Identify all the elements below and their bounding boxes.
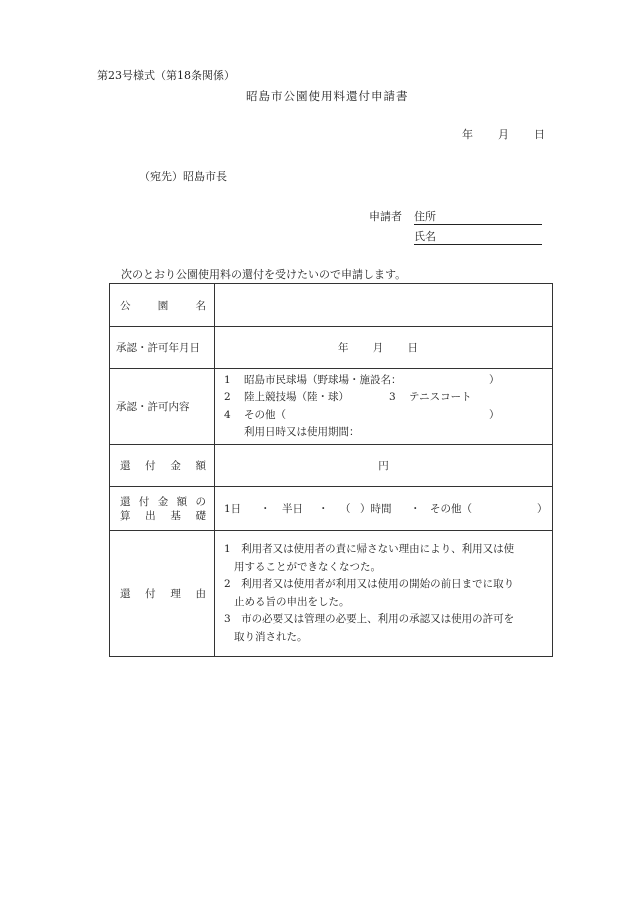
reason-item-2-cont: 止める旨の申出をした。 <box>234 595 350 608</box>
approval-date-label <box>110 327 215 369</box>
label-char: 還 <box>120 495 131 508</box>
address-field[interactable] <box>414 208 542 225</box>
reason-item-3: 3 市の必要又は管理の必要上、利用の承認又は使用の許可を <box>224 613 515 625</box>
label-char: 理 <box>170 588 181 600</box>
item-text: 陸上競技場（陸・球） <box>244 391 350 403</box>
row-calc-basis <box>110 487 553 531</box>
form-number: 第23号様式（第18条関係） <box>97 69 235 82</box>
label-char: 付 <box>138 495 150 508</box>
label-char: 園 <box>157 299 169 312</box>
label-char: 金 <box>170 460 181 472</box>
approval-content-input[interactable] <box>215 369 553 445</box>
option-1day: 1日 <box>224 502 242 515</box>
reason-item-2: 2 利用者又は使用者が利用又は使用の開始の前日までに取り <box>224 578 515 590</box>
item-number: 2 <box>224 391 231 403</box>
row-approval-content <box>110 369 553 445</box>
park-name-label <box>110 284 215 327</box>
name-label: 氏名 <box>414 230 436 243</box>
name-field[interactable] <box>414 228 542 245</box>
approval-content-label <box>110 369 215 445</box>
option-hours-open: （ <box>340 502 351 515</box>
item-number: 3 <box>389 391 396 403</box>
label-char: 名 <box>195 299 206 312</box>
document-title: 昭島市公園使用料還付申請書 <box>246 89 409 103</box>
approval-month: 月 <box>372 342 384 354</box>
label-char: 算 <box>120 509 131 522</box>
label-char: 金 <box>157 495 169 508</box>
intro-text: 次のとおり公園使用料の還付を受けたいので申請します。 <box>121 268 407 281</box>
approval-date-label-text: 承認・許可年月日 <box>116 342 200 354</box>
applicant-label: 申請者 <box>369 210 402 223</box>
label-char: 還 <box>120 460 131 472</box>
separator: ・ <box>318 502 329 515</box>
yen-unit: 円 <box>378 460 389 472</box>
label-char: 額 <box>176 495 188 508</box>
application-table <box>109 283 553 657</box>
approval-content-label-text: 承認・許可内容 <box>116 401 190 413</box>
row-refund-amount <box>110 445 553 487</box>
item-number: 4 <box>224 408 231 421</box>
row-park-name <box>110 284 553 327</box>
reason-item-3-cont: 取り消された。 <box>234 630 308 643</box>
row-reason <box>110 531 553 657</box>
content-line-4 <box>224 424 552 442</box>
label-char: 由 <box>195 588 206 600</box>
reason-item-1-cont: 用することができなくなつた。 <box>234 560 381 573</box>
item-text: 利用日時又は使用期間： <box>244 426 360 438</box>
option-halfday: 半日 <box>282 502 303 515</box>
reason-options[interactable] <box>215 531 553 657</box>
label-char: 基 <box>170 509 181 522</box>
approval-year: 年 <box>338 342 349 354</box>
item-text: 昭島市民球場（野球場・施設名： <box>244 373 402 386</box>
approval-day: 日 <box>407 342 418 354</box>
label-char: 公 <box>120 299 131 312</box>
content-line-3 <box>224 407 552 425</box>
separator: ・ <box>260 502 271 515</box>
reason-label <box>110 531 215 657</box>
item-text: その他（ <box>244 408 287 421</box>
option-hours: ）時間 <box>360 502 392 515</box>
label-char: 還 <box>120 588 131 600</box>
calc-basis-input[interactable] <box>215 487 553 531</box>
content-line-2 <box>224 389 552 407</box>
label-char: 額 <box>195 460 206 472</box>
calc-basis-label <box>110 487 215 531</box>
park-name-input[interactable] <box>215 284 553 327</box>
label-char: 付 <box>145 588 156 600</box>
date-day: 日 <box>534 128 545 141</box>
label-char: 礎 <box>195 509 206 522</box>
row-approval-date <box>110 327 553 369</box>
address-label: 住所 <box>414 210 436 223</box>
date-year: 年 <box>462 128 473 141</box>
option-other: その他（ <box>430 502 472 515</box>
item-close: ） <box>489 373 500 386</box>
approval-date-input[interactable] <box>215 327 553 369</box>
date-month: 月 <box>498 128 509 141</box>
label-char: の <box>195 495 206 508</box>
content-line-1 <box>224 372 552 390</box>
separator: ・ <box>410 502 421 515</box>
refund-amount-label <box>110 445 215 487</box>
item-close: ） <box>489 408 500 421</box>
option-other-close: ） <box>537 502 548 515</box>
label-char: 付 <box>145 460 156 472</box>
label-char: 出 <box>145 509 156 522</box>
item-text: テニスコート <box>409 391 472 403</box>
reason-item-1: 1 利用者又は使用者の責に帰さない理由により、利用又は使 <box>224 543 515 555</box>
addressee: （宛先）昭島市長 <box>139 170 227 183</box>
refund-amount-input[interactable] <box>215 445 553 487</box>
item-number: 1 <box>224 373 231 386</box>
